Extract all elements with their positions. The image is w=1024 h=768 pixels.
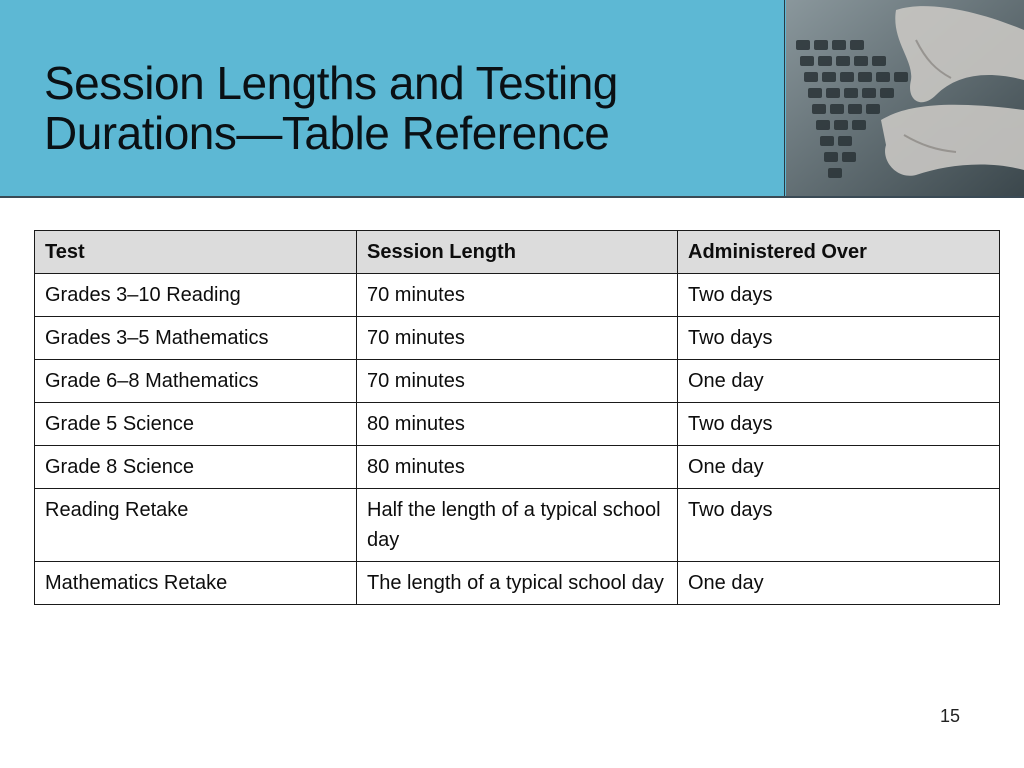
page-number: 15 — [940, 706, 961, 726]
table-row — [35, 317, 1000, 360]
keyboard-hands-image — [786, 0, 1024, 196]
cell-test: Reading Retake — [35, 489, 357, 562]
table-row — [35, 562, 1000, 605]
slide-header-band — [0, 0, 1024, 198]
cell-test: Mathematics Retake — [35, 562, 357, 605]
cell-session-length: 80 minutes — [357, 446, 678, 489]
cell-test: Grades 3–10 Reading — [35, 274, 357, 317]
reference-table-container — [34, 230, 999, 605]
cell-session-length: 70 minutes — [357, 274, 678, 317]
slide-title-line-1: Session Lengths and Testing — [44, 57, 618, 109]
cell-administered-over: Two days — [678, 317, 1000, 360]
keyboard-typing-photo — [786, 0, 1024, 196]
column-header-session-length: Session Length — [357, 231, 678, 274]
cell-test: Grade 6–8 Mathematics — [35, 360, 357, 403]
column-header-administered-over: Administered Over — [678, 231, 1000, 274]
cell-administered-over: One day — [678, 360, 1000, 403]
cell-administered-over: Two days — [678, 489, 1000, 562]
slide-title — [44, 58, 764, 158]
session-lengths-table — [34, 230, 1000, 605]
cell-session-length: 70 minutes — [357, 317, 678, 360]
table-row — [35, 360, 1000, 403]
slide-title-line-2: Durations—Table Reference — [44, 107, 610, 159]
cell-administered-over: Two days — [678, 274, 1000, 317]
table-row — [35, 446, 1000, 489]
cell-session-length: 70 minutes — [357, 360, 678, 403]
cell-session-length: Half the length of a typical school day — [357, 489, 678, 562]
table-row — [35, 403, 1000, 446]
cell-test: Grade 5 Science — [35, 403, 357, 446]
table-header-row — [35, 231, 1000, 274]
cell-administered-over: Two days — [678, 403, 1000, 446]
table-row — [35, 274, 1000, 317]
cell-session-length: 80 minutes — [357, 403, 678, 446]
cell-test: Grade 8 Science — [35, 446, 357, 489]
table-row — [35, 489, 1000, 562]
column-header-test: Test — [35, 231, 357, 274]
cell-test: Grades 3–5 Mathematics — [35, 317, 357, 360]
cell-administered-over: One day — [678, 562, 1000, 605]
cell-session-length: The length of a typical school day — [357, 562, 678, 605]
cell-administered-over: One day — [678, 446, 1000, 489]
